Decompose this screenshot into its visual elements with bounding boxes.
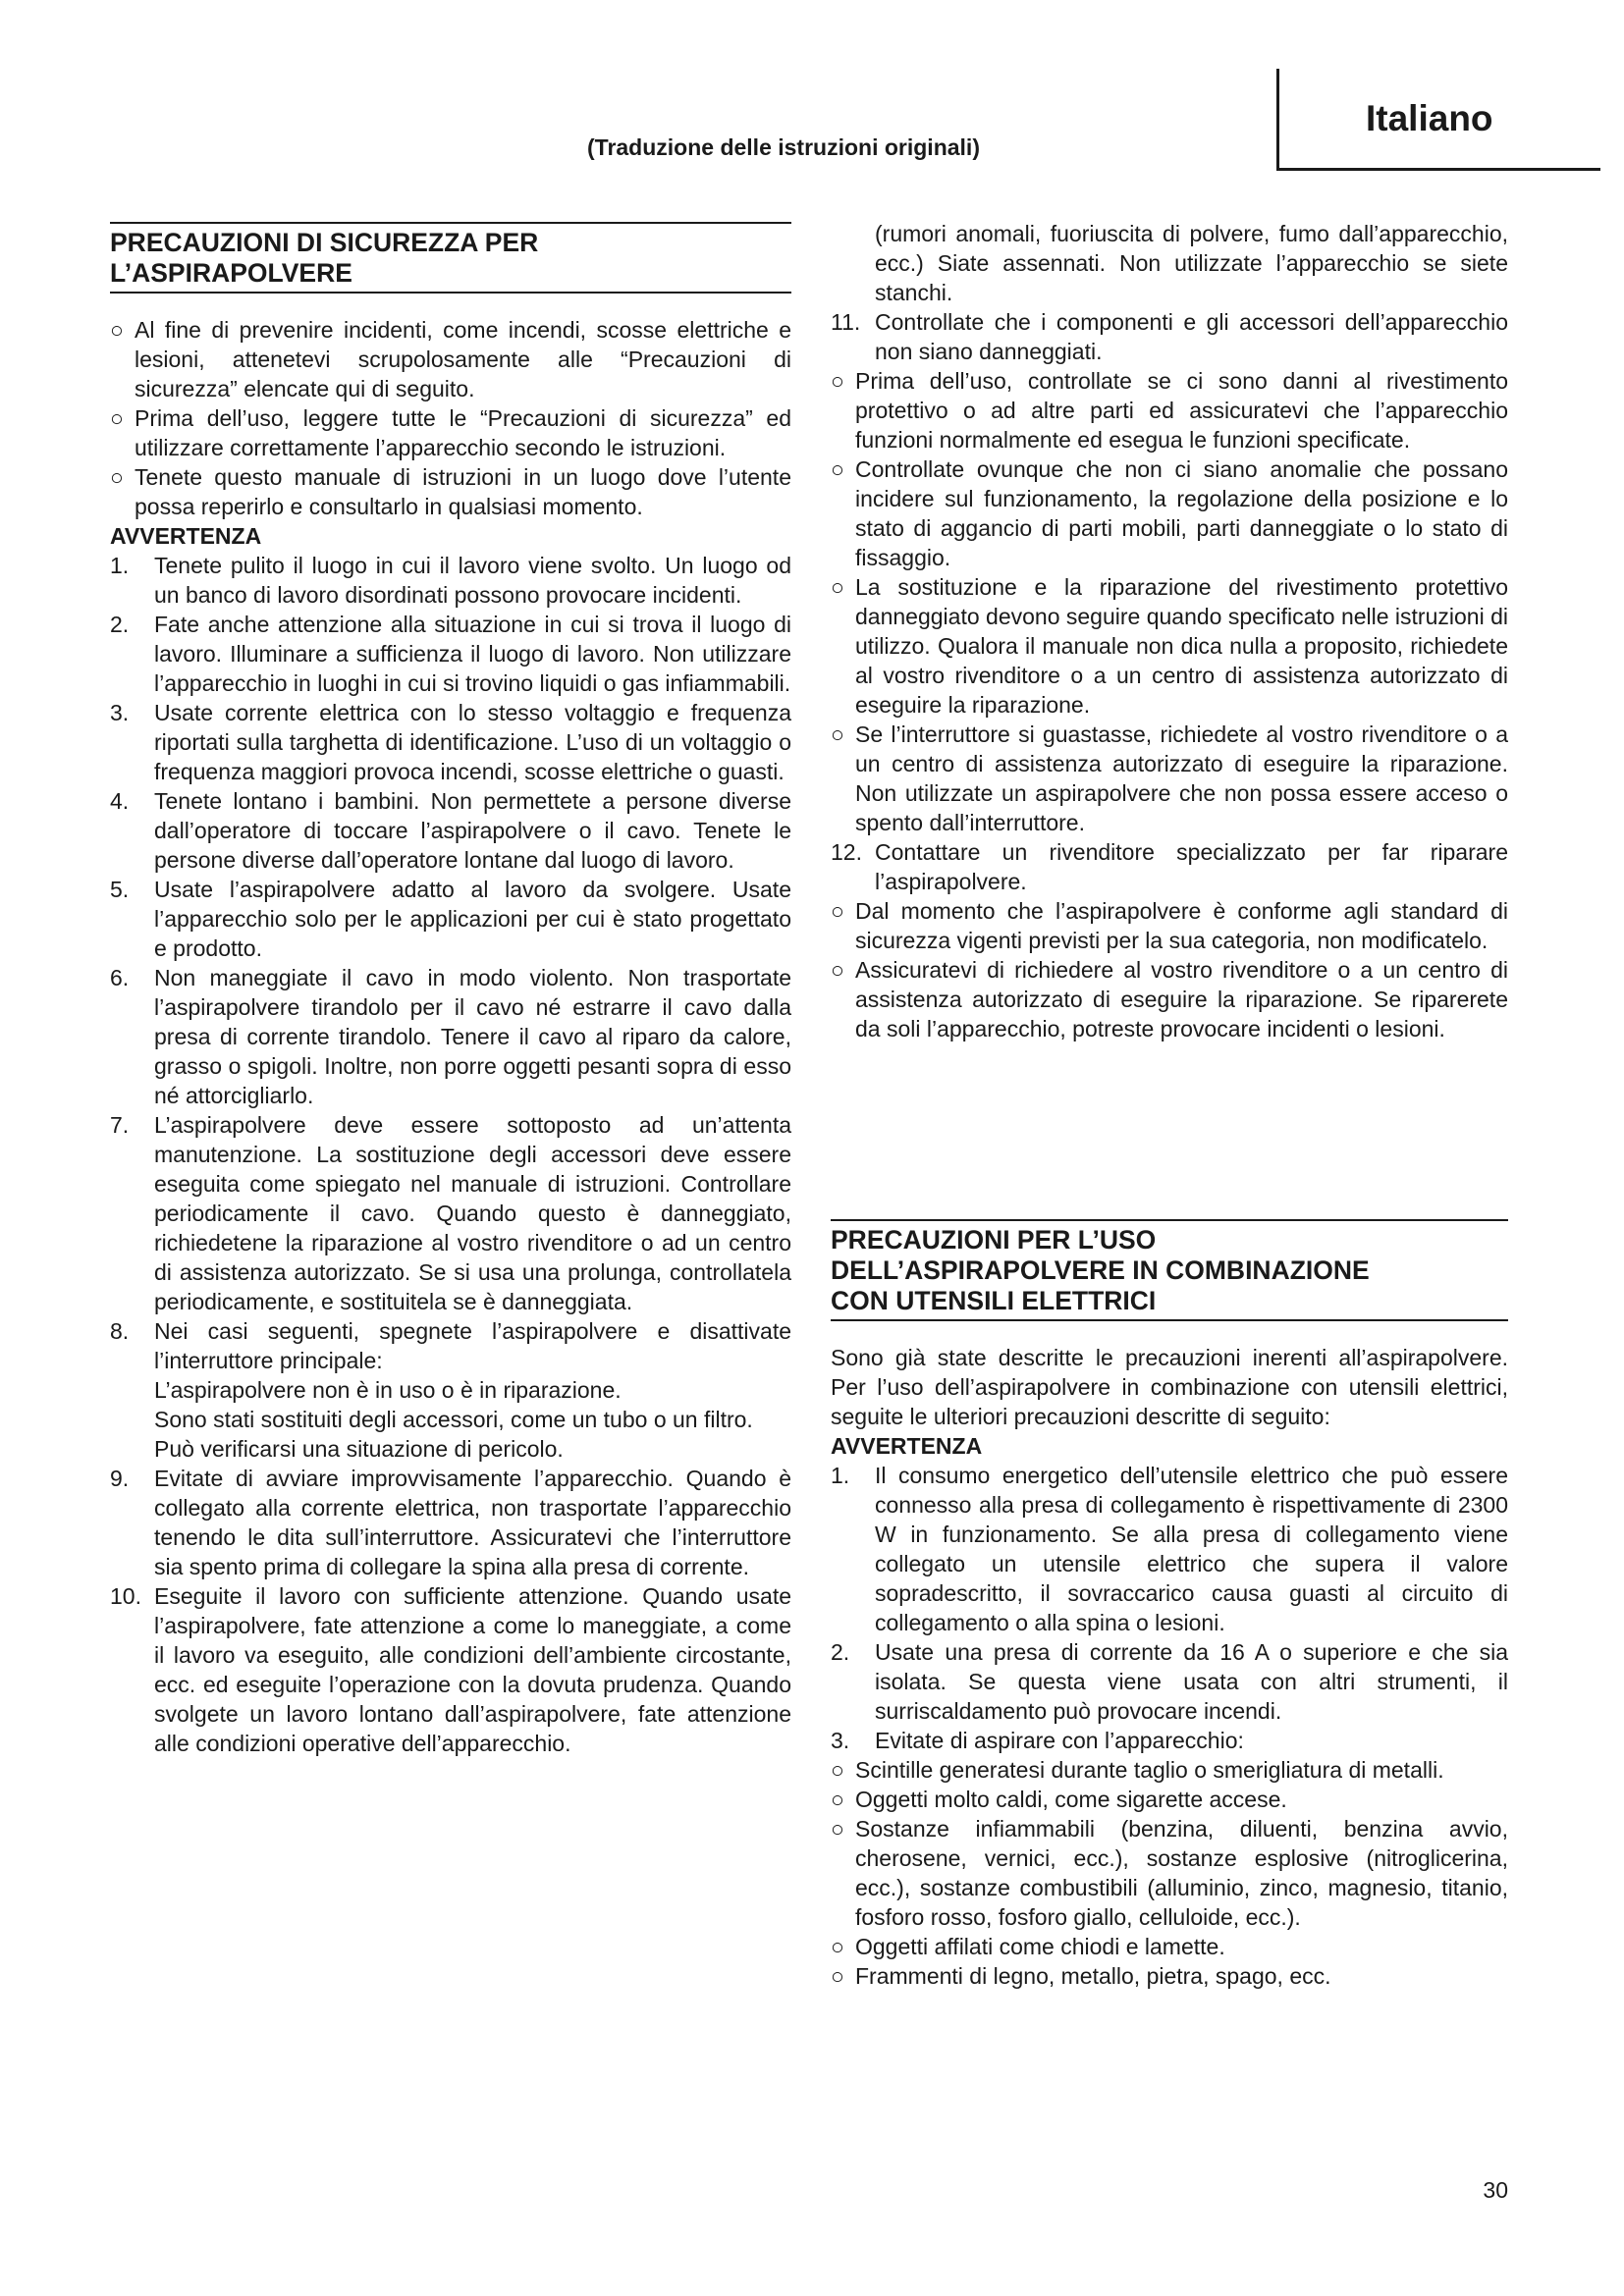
warning-heading: AVVERTENZA — [110, 523, 262, 549]
bullet-item — [831, 1961, 1508, 1991]
numbered-item — [110, 698, 791, 786]
section-title-line: PRECAUZIONI PER L’USO — [831, 1225, 1157, 1255]
bullet-text: Oggetti molto caldi, come sigarette accese. — [855, 1787, 1287, 1812]
item-continuation: Può verificarsi una situazione di pericolo. — [154, 1436, 564, 1462]
bullet-item — [831, 955, 1508, 1043]
numbered-item — [110, 1110, 791, 1316]
bullet-text: Se l’interruttore si guastasse, richiedete al vostro rivenditore o a un centro di assistenza autorizzato di eseguire la riparazione. Non utilizzate un aspirapolvere che non possa essere acceso o spento dall’interruttore. — [855, 721, 1508, 835]
section-title-power-tools — [831, 1219, 1508, 1321]
bullet-item — [831, 896, 1508, 955]
bullet-text: Al fine di prevenire incidenti, come incendi, scosse elettriche e lesioni, attenetevi scrupolosamente alle “Precauzioni di sicurezza” elencate qui di seguito. — [135, 317, 791, 401]
section-title-line: CON UTENSILI ELETTRICI — [831, 1286, 1157, 1315]
right-column-bottom — [831, 1219, 1508, 1991]
item-number: 7. — [110, 1112, 130, 1138]
item-continuation: Sono stati sostituiti degli accessori, come un tubo o un filtro. — [154, 1407, 753, 1432]
numbered-item — [110, 1464, 791, 1581]
numbered-item — [831, 1461, 1508, 1637]
item-text: Contattare un rivenditore specializzato per far riparare l’aspirapolvere. — [875, 839, 1508, 894]
item-text: Evitate di aspirare con l’apparecchio: — [875, 1728, 1244, 1753]
item-number: 1. — [110, 553, 130, 578]
bullet-text: La sostituzione e la riparazione del rivestimento protettivo danneggiato devono seguire quando specificato nelle istruzioni di utilizzo. Qualora il manuale non dica nulla a proposito, richiedete al vostro rivenditore o a un centro di assistenza autorizzato di eseguire la riparazione. — [855, 574, 1508, 718]
circle-bullet-icon: ○ — [831, 574, 844, 600]
right-column-top — [831, 219, 1508, 1043]
language-label: Italiano — [1366, 98, 1493, 138]
numbered-item — [110, 875, 791, 963]
bullet-item — [831, 454, 1508, 572]
bullet-text: Prima dell’uso, controllate se ci sono danni al rivestimento protettivo o ad altre parti ed assicuratevi che l’apparecchio funzioni normalmente ed esegua le funzioni specificate. — [855, 368, 1508, 453]
circle-bullet-icon: ○ — [831, 1816, 844, 1842]
item-text: Usate corrente elettrica con lo stesso voltaggio e frequenza riportati sulla targhetta di identificazione. L’uso di un voltaggio o frequenza maggiori provoca incendi, scosse elettriche o guasti. — [154, 700, 791, 784]
bullet-item — [831, 572, 1508, 720]
item-number: 11. — [831, 309, 861, 335]
bullet-item — [110, 462, 791, 521]
circle-bullet-icon: ○ — [831, 1787, 844, 1812]
numbered-item — [110, 551, 791, 610]
numbered-item — [831, 1637, 1508, 1726]
item-text: L’aspirapolvere deve essere sottoposto ad un’attenta manutenzione. La sostituzione degli accessori deve essere eseguita come spiegato nel manuale di istruzioni. Controllare periodicamente il cavo. Quando questo è danneggiato, richiedetene la riparazione al vostro rivenditore o ad un centro di assistenza autorizzato. Se si usa una prolunga, controllatela periodicamente, e sostituitela se è danneggiata. — [154, 1112, 791, 1314]
item-text: Il consumo energetico dell’utensile elettrico che può essere connesso alla presa di collegamento è rispettivamente di 2300 W in funzionamento. Se alla presa di collegamento viene collegato un utensile elettrico che supera il valore sopradescritto, il sovraccarico causa guasti al circuito di collegamento o alla spina o lesioni. — [875, 1463, 1508, 1635]
item-continuation: (rumori anomali, fuoriuscita di polvere, fumo dall’apparecchio, ecc.) Siate assennati. Non utilizzate l’apparecchio se siete stanchi. — [875, 221, 1508, 305]
numbered-item — [110, 786, 791, 875]
item-text: Tenete pulito il luogo in cui il lavoro viene svolto. Un luogo od un banco di lavoro disordinati possono provocare incidenti. — [154, 553, 791, 608]
numbered-item — [831, 837, 1508, 896]
item-text: Nei casi seguenti, spegnete l’aspirapolvere e disattivate l’interruttore principale: — [154, 1318, 791, 1373]
bullet-item — [110, 315, 791, 403]
item-number: 10. — [110, 1583, 141, 1609]
item-number: 9. — [110, 1466, 130, 1491]
bullet-item — [831, 720, 1508, 837]
item-number: 12. — [831, 839, 862, 865]
warning-heading: AVVERTENZA — [831, 1433, 983, 1459]
circle-bullet-icon: ○ — [831, 898, 844, 924]
circle-bullet-icon: ○ — [831, 721, 844, 747]
bullet-text: Frammenti di legno, metallo, pietra, spago, ecc. — [855, 1963, 1331, 1989]
item-text: Fate anche attenzione alla situazione in cui si trova il luogo di lavoro. Illuminare a sufficienza il luogo di lavoro. Non utilizzare l’apparecchio in luoghi in cui si trovino liquidi o gas infiammabili. — [154, 612, 791, 696]
circle-bullet-icon: ○ — [110, 464, 124, 490]
document-subtitle: (Traduzione delle istruzioni originali) — [587, 134, 980, 160]
bullet-item — [110, 403, 791, 462]
circle-bullet-icon: ○ — [831, 1963, 844, 1989]
item-text: Eseguite il lavoro con sufficiente attenzione. Quando usate l’aspirapolvere, fate attenzione a come lo maneggiate, a come il lavoro va eseguito, alle condizioni dell’ambiente circostante, ecc. ed eseguite l’operazione con la dovuta prudenza. Quando svolgete un lavoro lontano dall’aspirapolvere, fate attenzione alle condizioni operative dell’apparecchio. — [154, 1583, 791, 1756]
item-text: Tenete lontano i bambini. Non permettete a persone diverse dall’operatore di toccare l’aspirapolvere o il cavo. Tenete le persone diverse dall’operatore lontane dal luogo di lavoro. — [154, 788, 791, 873]
bullet-text: Scintille generatesi durante taglio o smerigliatura di metalli. — [855, 1757, 1444, 1783]
numbered-item — [831, 1726, 1508, 1755]
numbered-item — [110, 1581, 791, 1758]
bullet-item — [831, 1755, 1508, 1785]
bullet-text: Tenete questo manuale di istruzioni in un luogo dove l’utente possa reperirlo e consultarlo in qualsiasi momento. — [135, 464, 791, 519]
bullet-text: Dal momento che l’aspirapolvere è conforme agli standard di sicurezza vigenti previsti per la sua categoria, non modificatelo. — [855, 898, 1508, 953]
bullet-item — [831, 1785, 1508, 1814]
section-title-line: PRECAUZIONI DI SICUREZZA PER — [110, 228, 539, 257]
circle-bullet-icon: ○ — [831, 1934, 844, 1959]
circle-bullet-icon: ○ — [831, 456, 844, 482]
section-title-line: L’ASPIRAPOLVERE — [110, 258, 352, 288]
bullet-text: Oggetti affilati come chiodi e lamette. — [855, 1934, 1225, 1959]
item-number: 1. — [831, 1463, 850, 1488]
bullet-item — [831, 366, 1508, 454]
circle-bullet-icon: ○ — [831, 957, 844, 983]
intro-paragraph: Sono già state descritte le precauzioni inerenti all’aspirapolvere. Per l’uso dell’aspirapolvere in combinazione con utensili elettrici, seguite le ulteriori precauzioni descritte di seguito: — [831, 1345, 1508, 1429]
item-text: Controllate che i componenti e gli accessori dell’apparecchio non siano danneggiati. — [875, 309, 1508, 364]
item-number: 6. — [110, 965, 130, 990]
numbered-item — [831, 307, 1508, 366]
numbered-item — [110, 610, 791, 698]
item-number: 3. — [831, 1728, 850, 1753]
numbered-item — [110, 963, 791, 1110]
bullet-text: Prima dell’uso, leggere tutte le “Precauzioni di sicurezza” ed utilizzare correttamente l’apparecchio secondo le istruzioni. — [135, 405, 791, 460]
bullet-text: Sostanze infiammabili (benzina, diluenti, benzina avvio, cherosene, vernici, ecc.), sostanze esplosive (nitroglicerina, ecc.), sostanze combustibili (alluminio, zinco, magnesio, titanio, fosforo rosso, fosforo giallo, celluloide, ecc.). — [855, 1816, 1508, 1930]
circle-bullet-icon: ○ — [831, 1757, 844, 1783]
item-continuation: L’aspirapolvere non è in uso o è in riparazione. — [154, 1377, 622, 1403]
circle-bullet-icon: ○ — [110, 405, 124, 431]
circle-bullet-icon: ○ — [831, 368, 844, 394]
item-number: 4. — [110, 788, 130, 814]
numbered-item — [110, 1316, 791, 1375]
bullet-text: Assicuratevi di richiedere al vostro rivenditore o a un centro di assistenza autorizzato di eseguire la riparazione. Se riparerete da soli l’apparecchio, potreste provocare incidenti o lesioni. — [855, 957, 1508, 1041]
item-number: 3. — [110, 700, 130, 725]
bullet-item — [831, 1814, 1508, 1932]
item-text: Usate una presa di corrente da 16 A o superiore e che sia isolata. Se questa viene usata con altri strumenti, il surriscaldamento può provocare incendi. — [875, 1639, 1508, 1724]
item-text: Non maneggiate il cavo in modo violento. Non trasportate l’aspirapolvere tirandolo per il cavo né estrarre il cavo dalla presa di corrente tirandolo. Tenere il cavo al riparo da calore, grasso o spigoli. Inoltre, non porre oggetti pesanti sopra di esso né attorcigliarlo. — [154, 965, 791, 1108]
item-text: Evitate di avviare improvvisamente l’apparecchio. Quando è collegato alla corrente elettrica, non trasportate l’apparecchio tenendo le dita sull’interruttore. Assicuratevi che l’interruttore sia spento prima di collegare la spina alla presa di corrente. — [154, 1466, 791, 1579]
item-number: 2. — [110, 612, 130, 637]
bullet-text: Controllate ovunque che non ci siano anomalie che possano incidere sul funzionamento, la regolazione della posizione e lo stato di aggancio di parti mobili, parti danneggiate o lo stato di fissaggio. — [855, 456, 1508, 570]
item-number: 5. — [110, 877, 130, 902]
item-number: 8. — [110, 1318, 130, 1344]
section-title-line: DELL’ASPIRAPOLVERE IN COMBINAZIONE — [831, 1255, 1370, 1285]
section-title-safety — [110, 222, 791, 294]
circle-bullet-icon: ○ — [110, 317, 124, 343]
item-number: 2. — [831, 1639, 850, 1665]
left-column — [110, 222, 791, 1758]
bullet-item — [831, 1932, 1508, 1961]
item-text: Usate l’aspirapolvere adatto al lavoro da svolgere. Usate l’apparecchio solo per le applicazioni per cui è stato progettato e prodotto. — [154, 877, 791, 961]
page-number: 30 — [1483, 2177, 1508, 2203]
